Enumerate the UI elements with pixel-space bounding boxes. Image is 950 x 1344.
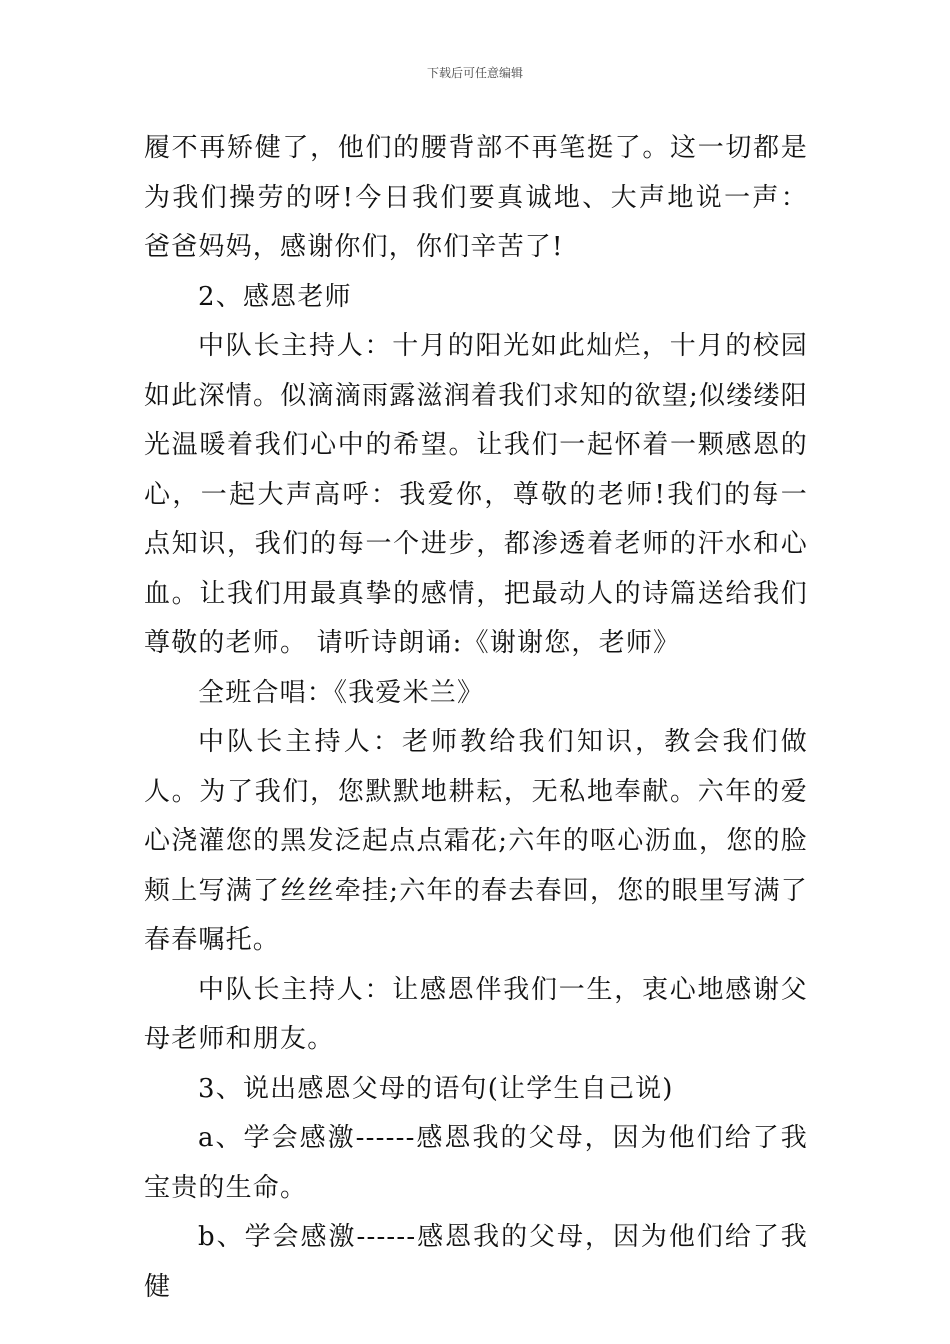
document-body [144, 124, 808, 1312]
section-heading-thank-teachers: 2、感恩老师 [198, 281, 352, 312]
paragraph-continuation: 履不再矫健了，他们的腰背部不再笔挺了。这一切都是为我们操劳的呀!今日我们要真诚地、大声地说一声：爸爸妈妈，感谢你们，你们辛苦了! [144, 133, 808, 262]
section-heading-gratitude-phrases: 3、说出感恩父母的语句(让学生自己说) [198, 1073, 674, 1104]
list-item-b: b、学会感激------感恩我的父母，因为他们给了我健 [144, 1222, 808, 1302]
page-header: 下载后可任意编辑 [426, 66, 523, 80]
paragraph-host-speech-2: 中队长主持人：老师教给我们知识，教会我们做人。为了我们，您默默地耕耘，无私地奉献。六年的爱心浇灌您的黑发泛起点点霜花;六年的呕心沥血，您的脸颊上写满了丝丝牵挂;六年的春去春回，您的眼里写满了春春嘱托。 [144, 727, 808, 955]
paragraph-host-speech-3: 中队长主持人：让感恩伴我们一生，衷心地感谢父母老师和朋友。 [144, 974, 808, 1054]
paragraph-host-speech-1: 中队长主持人：十月的阳光如此灿烂，十月的校园如此深情。似滴滴雨露滋润着我们求知的欲望;似缕缕阳光温暖着我们心中的希望。让我们一起怀着一颗感恩的心，一起大声高呼：我爱你，尊敬的老师!我们的每一点知识，我们的每一个进步，都渗透着老师的汗水和心血。让我们用最真挚的感情，把最动人的诗篇送给我们尊敬的老师。 请听诗朗诵:《谢谢您，老师》 [144, 331, 808, 658]
paragraph-class-chorus: 全班合唱：《我爱米兰》 [198, 677, 485, 708]
list-item-a: a、学会感激------感恩我的父母，因为他们给了我宝贵的生命。 [144, 1123, 808, 1203]
